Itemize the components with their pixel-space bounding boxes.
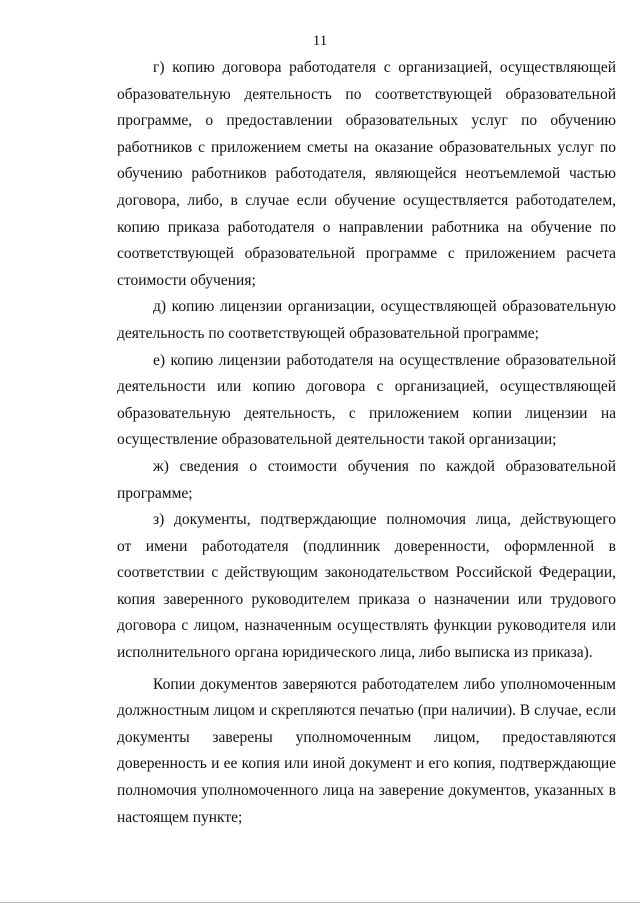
bottom-scan-edge [0,902,640,903]
text-line: деятельность по соответствующей образовательной программе; [117,324,539,342]
text-line: работников с приложением сметы на оказание образовательных услуг по [117,138,616,156]
text-line: образовательную деятельность, с приложением копии лицензии на [117,404,616,422]
text-line: должностным лицом и скрепляются печатью (при наличии). В случае, если [117,702,616,720]
text-line: исполнительного органа юридического лица, либо выписка из приказа). [117,644,593,662]
text-line: настоящем пункте; [117,808,243,826]
paragraph-d [117,294,616,347]
document-body [117,55,616,831]
text-line: соответствующей образовательной программе с приложением расчета [117,245,616,263]
text-line: копия заверенного руководителем приказа о назначении или трудового [117,590,616,608]
text-line: программе; [117,484,193,502]
text-line: осуществление образовательной деятельности такой организации; [117,431,557,449]
text-line: образовательную деятельность по соответствующей образовательной [117,85,616,103]
paragraph-e [117,348,616,454]
text-line: г) копию договора работодателя с организацией, осуществляющей [153,59,616,76]
text-line: программе, о предоставлении образовательных услуг по обучению [117,112,616,130]
text-line: от имени работодателя (подлинник доверенности, оформленной в [117,537,616,555]
paragraph-zh [117,454,616,507]
text-line: з) документы, подтверждающие полномочия лица, действующего [153,511,616,529]
text-line: деятельности или копию договора с организацией, осуществляющей [117,378,616,396]
text-line: договора, либо, в случае если обучение осуществляется работодателем, [117,191,616,209]
text-line: обучению работников работодателя, являющейся неотъемлемой частью [117,165,616,183]
text-line: Копии документов заверяются работодателем либо уполномоченным [153,675,616,693]
text-line: ж) сведения о стоимости обучения по каждой образовательной [153,457,616,475]
paragraph-g [117,55,616,294]
paragraph-z [117,507,616,667]
page-number: 11 [312,33,328,49]
text-line: доверенность и ее копия или иной документ и его копия, подтверждающие [117,755,616,773]
text-line: е) копию лицензии работодателя на осуществление образовательной [153,351,616,369]
text-line: документы заверены уполномоченным лицом, предоставляются [117,728,616,746]
text-line: копию приказа работодателя о направлении работника на обучение по [117,218,616,236]
text-line: полномочия уполномоченного лица на заверение документов, указанных в [117,782,616,800]
text-line: стоимости обучения; [117,271,256,289]
text-line: договора с лицом, назначенным осуществлять функции руководителя или [117,617,616,635]
text-line: д) копию лицензии организации, осуществляющей образовательную [153,298,616,316]
paragraph-copies [117,672,616,832]
text-line: соответствии с действующим законодательством Российской Федерации, [117,564,616,582]
